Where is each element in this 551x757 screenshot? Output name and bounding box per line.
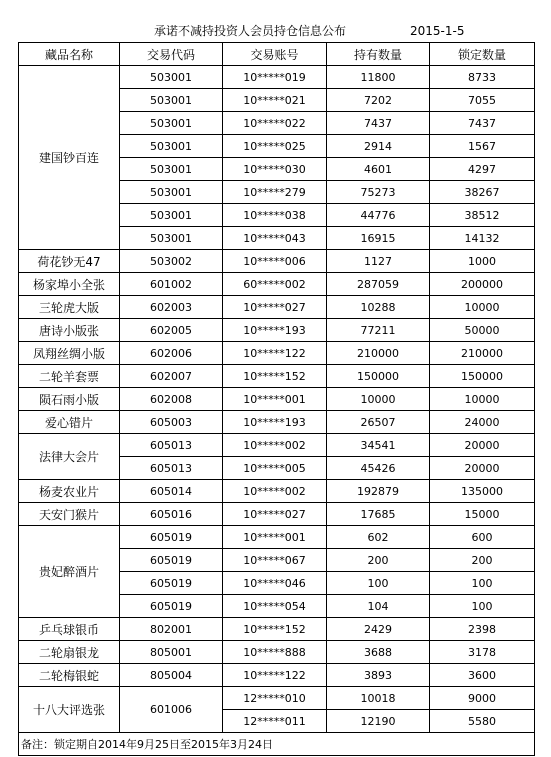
trade-account-cell: 10*****152 xyxy=(223,365,327,388)
trade-code-cell: 605019 xyxy=(120,526,223,549)
held-quantity-cell: 210000 xyxy=(327,342,430,365)
held-quantity-cell: 77211 xyxy=(327,319,430,342)
item-name-cell: 三轮虎大版 xyxy=(19,296,120,319)
held-quantity-cell: 200 xyxy=(327,549,430,572)
trade-account-cell: 10*****038 xyxy=(223,204,327,227)
held-quantity-cell: 16915 xyxy=(327,227,430,250)
locked-quantity-cell: 7437 xyxy=(430,112,535,135)
table-row xyxy=(19,664,535,687)
trade-code-cell: 503001 xyxy=(120,66,223,89)
locked-quantity-cell: 38267 xyxy=(430,181,535,204)
trade-code-cell: 805001 xyxy=(120,641,223,664)
locked-quantity-cell: 200000 xyxy=(430,273,535,296)
table-row xyxy=(19,641,535,664)
table-row xyxy=(19,66,535,89)
trade-account-cell: 10*****043 xyxy=(223,227,327,250)
title-row xyxy=(18,20,534,42)
locked-quantity-cell: 150000 xyxy=(430,365,535,388)
trade-account-cell: 12*****010 xyxy=(223,687,327,710)
table-row xyxy=(19,411,535,434)
item-name-cell: 二轮羊套票 xyxy=(19,365,120,388)
trade-account-cell: 10*****027 xyxy=(223,296,327,319)
table-row xyxy=(19,273,535,296)
item-name-cell: 杨家埠小全张 xyxy=(19,273,120,296)
item-name-cell: 陨石雨小版 xyxy=(19,388,120,411)
held-quantity-cell: 10288 xyxy=(327,296,430,319)
trade-account-cell: 10*****002 xyxy=(223,434,327,457)
trade-account-cell: 60*****002 xyxy=(223,273,327,296)
trade-code-cell: 601002 xyxy=(120,273,223,296)
locked-quantity-cell: 20000 xyxy=(430,457,535,480)
item-name-cell: 杨麦农业片 xyxy=(19,480,120,503)
locked-quantity-cell: 4297 xyxy=(430,158,535,181)
header-item-name: 藏品名称 xyxy=(19,43,120,66)
locked-quantity-cell: 10000 xyxy=(430,296,535,319)
trade-account-cell: 10*****888 xyxy=(223,641,327,664)
locked-quantity-cell: 1567 xyxy=(430,135,535,158)
table-row xyxy=(19,342,535,365)
table-row xyxy=(19,503,535,526)
held-quantity-cell: 17685 xyxy=(327,503,430,526)
table-row xyxy=(19,618,535,641)
held-quantity-cell: 2429 xyxy=(327,618,430,641)
trade-code-cell: 605019 xyxy=(120,595,223,618)
trade-account-cell: 10*****001 xyxy=(223,526,327,549)
table-row xyxy=(19,296,535,319)
held-quantity-cell: 10000 xyxy=(327,388,430,411)
trade-code-cell: 601006 xyxy=(120,687,223,733)
held-quantity-cell: 100 xyxy=(327,572,430,595)
page-title: 承诺不减持投资人会员持仓信息公布 xyxy=(154,24,347,38)
locked-quantity-cell: 100 xyxy=(430,595,535,618)
held-quantity-cell: 44776 xyxy=(327,204,430,227)
trade-code-cell: 605013 xyxy=(120,457,223,480)
held-quantity-cell: 602 xyxy=(327,526,430,549)
header-row xyxy=(19,43,535,66)
held-quantity-cell: 34541 xyxy=(327,434,430,457)
trade-account-cell: 10*****279 xyxy=(223,181,327,204)
header-trade-code: 交易代码 xyxy=(120,43,223,66)
trade-code-cell: 605016 xyxy=(120,503,223,526)
locked-quantity-cell: 1000 xyxy=(430,250,535,273)
table-row xyxy=(19,687,535,710)
held-quantity-cell: 26507 xyxy=(327,411,430,434)
trade-code-cell: 602003 xyxy=(120,296,223,319)
trade-code-cell: 503001 xyxy=(120,227,223,250)
held-quantity-cell: 7202 xyxy=(327,89,430,112)
held-quantity-cell: 4601 xyxy=(327,158,430,181)
trade-account-cell: 10*****022 xyxy=(223,112,327,135)
header-locked-quantity: 锁定数量 xyxy=(430,43,535,66)
item-name-cell: 法律大会片 xyxy=(19,434,120,480)
held-quantity-cell: 11800 xyxy=(327,66,430,89)
item-name-cell: 二轮梅银蛇 xyxy=(19,664,120,687)
trade-account-cell: 10*****005 xyxy=(223,457,327,480)
trade-account-cell: 10*****122 xyxy=(223,342,327,365)
trade-code-cell: 602008 xyxy=(120,388,223,411)
trade-code-cell: 605013 xyxy=(120,434,223,457)
trade-account-cell: 10*****030 xyxy=(223,158,327,181)
item-name-cell: 唐诗小版张 xyxy=(19,319,120,342)
locked-quantity-cell: 10000 xyxy=(430,388,535,411)
item-name-cell: 乒乓球银币 xyxy=(19,618,120,641)
item-name-cell: 十八大评选张 xyxy=(19,687,120,733)
trade-code-cell: 503001 xyxy=(120,112,223,135)
held-quantity-cell: 10018 xyxy=(327,687,430,710)
holdings-table xyxy=(18,42,535,756)
trade-code-cell: 602007 xyxy=(120,365,223,388)
held-quantity-cell: 192879 xyxy=(327,480,430,503)
locked-quantity-cell: 38512 xyxy=(430,204,535,227)
locked-quantity-cell: 100 xyxy=(430,572,535,595)
locked-quantity-cell: 9000 xyxy=(430,687,535,710)
held-quantity-cell: 1127 xyxy=(327,250,430,273)
locked-quantity-cell: 14132 xyxy=(430,227,535,250)
locked-quantity-cell: 24000 xyxy=(430,411,535,434)
item-name-cell: 凤翔丝绸小版 xyxy=(19,342,120,365)
locked-quantity-cell: 135000 xyxy=(430,480,535,503)
table-row xyxy=(19,319,535,342)
table-row xyxy=(19,250,535,273)
trade-account-cell: 10*****001 xyxy=(223,388,327,411)
locked-quantity-cell: 8733 xyxy=(430,66,535,89)
item-name-cell: 爱心错片 xyxy=(19,411,120,434)
trade-code-cell: 605019 xyxy=(120,572,223,595)
table-row xyxy=(19,434,535,457)
held-quantity-cell: 7437 xyxy=(327,112,430,135)
trade-code-cell: 802001 xyxy=(120,618,223,641)
held-quantity-cell: 2914 xyxy=(327,135,430,158)
header-trade-account: 交易账号 xyxy=(223,43,327,66)
locked-quantity-cell: 3178 xyxy=(430,641,535,664)
item-name-cell: 建国钞百连 xyxy=(19,66,120,250)
locked-quantity-cell: 3600 xyxy=(430,664,535,687)
holdings-sheet xyxy=(18,20,534,756)
item-name-cell: 贵妃醉酒片 xyxy=(19,526,120,618)
locked-quantity-cell: 600 xyxy=(430,526,535,549)
held-quantity-cell: 3688 xyxy=(327,641,430,664)
held-quantity-cell: 150000 xyxy=(327,365,430,388)
locked-quantity-cell: 210000 xyxy=(430,342,535,365)
locked-quantity-cell: 5580 xyxy=(430,710,535,733)
publish-date: 2015-1-5 xyxy=(410,24,465,38)
locked-quantity-cell: 15000 xyxy=(430,503,535,526)
locked-quantity-cell: 7055 xyxy=(430,89,535,112)
trade-account-cell: 12*****011 xyxy=(223,710,327,733)
trade-account-cell: 10*****046 xyxy=(223,572,327,595)
table-row xyxy=(19,526,535,549)
item-name-cell: 二轮扇银龙 xyxy=(19,641,120,664)
trade-account-cell: 10*****025 xyxy=(223,135,327,158)
trade-account-cell: 10*****002 xyxy=(223,480,327,503)
held-quantity-cell: 104 xyxy=(327,595,430,618)
locked-quantity-cell: 20000 xyxy=(430,434,535,457)
trade-code-cell: 503001 xyxy=(120,89,223,112)
locked-quantity-cell: 200 xyxy=(430,549,535,572)
header-held-quantity: 持有数量 xyxy=(327,43,430,66)
trade-code-cell: 605019 xyxy=(120,549,223,572)
trade-account-cell: 10*****019 xyxy=(223,66,327,89)
trade-code-cell: 602005 xyxy=(120,319,223,342)
trade-account-cell: 10*****193 xyxy=(223,411,327,434)
locked-quantity-cell: 50000 xyxy=(430,319,535,342)
table-body xyxy=(19,66,535,733)
trade-account-cell: 10*****054 xyxy=(223,595,327,618)
trade-account-cell: 10*****027 xyxy=(223,503,327,526)
trade-code-cell: 605003 xyxy=(120,411,223,434)
trade-account-cell: 10*****006 xyxy=(223,250,327,273)
trade-code-cell: 503002 xyxy=(120,250,223,273)
held-quantity-cell: 75273 xyxy=(327,181,430,204)
trade-account-cell: 10*****021 xyxy=(223,89,327,112)
item-name-cell: 荷花钞无47 xyxy=(19,250,120,273)
trade-code-cell: 503001 xyxy=(120,181,223,204)
trade-code-cell: 602006 xyxy=(120,342,223,365)
note-row xyxy=(19,733,535,756)
table-row xyxy=(19,388,535,411)
trade-account-cell: 10*****152 xyxy=(223,618,327,641)
item-name-cell: 天安门猴片 xyxy=(19,503,120,526)
trade-account-cell: 10*****122 xyxy=(223,664,327,687)
held-quantity-cell: 287059 xyxy=(327,273,430,296)
trade-code-cell: 805004 xyxy=(120,664,223,687)
held-quantity-cell: 45426 xyxy=(327,457,430,480)
trade-account-cell: 10*****193 xyxy=(223,319,327,342)
table-row xyxy=(19,365,535,388)
held-quantity-cell: 3893 xyxy=(327,664,430,687)
trade-code-cell: 605014 xyxy=(120,480,223,503)
trade-account-cell: 10*****067 xyxy=(223,549,327,572)
lock-period-note: 备注：锁定期自2014年9月25日至2015年3月24日 xyxy=(19,733,535,756)
table-row xyxy=(19,480,535,503)
locked-quantity-cell: 2398 xyxy=(430,618,535,641)
held-quantity-cell: 12190 xyxy=(327,710,430,733)
trade-code-cell: 503001 xyxy=(120,204,223,227)
trade-code-cell: 503001 xyxy=(120,158,223,181)
trade-code-cell: 503001 xyxy=(120,135,223,158)
